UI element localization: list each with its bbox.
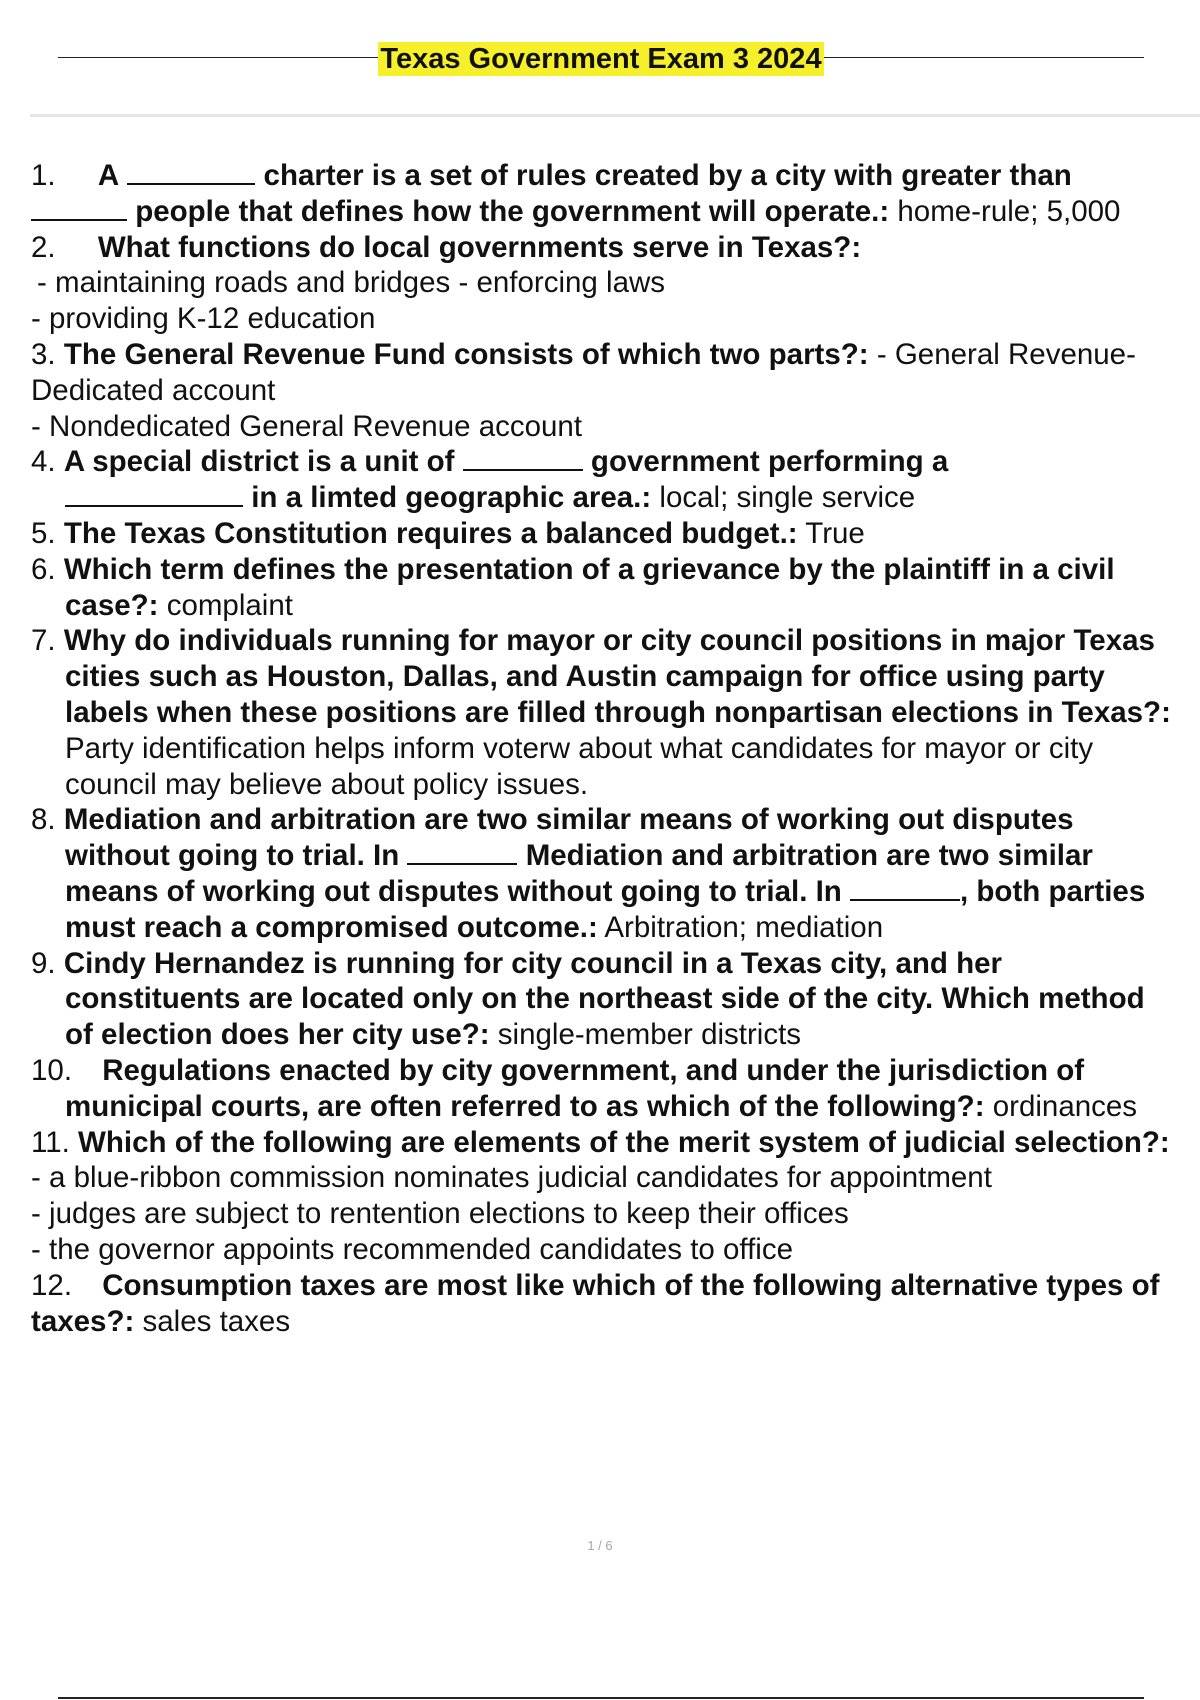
question-5: 5. The Texas Constitution requires a balanced budget.: True [31,516,865,550]
blank [850,877,960,901]
answer: ordinances [992,1089,1138,1123]
question-10: 10. Regulations enacted by city government, and under the jurisdiction of municipal courts, are often referred to as which of the following?: ordinances [31,1053,1138,1123]
answer: local; single service [659,481,916,515]
answer: - a blue-ribbon commission nominates judicial candidates for appointment [31,1161,992,1195]
question-11: 11. Which of the following are elements of the merit system of judicial selection?: - a blue-ribbon commission nominates judicial candidates for appointment - judges are subject to rentention elections to keep their offices - the governor appoints recommended candidates to office [31,1125,1179,1268]
question-7: 7. Why do individuals running for mayor or city council positions in major Texas cities such as Houston, Dallas, and Austin campaign for office using party labels when these positions are filled through nonpartisan elections in Texas?: Party identification helps inform voterw about what candidates for mayor or city council may believe about policy issues. [31,624,1171,801]
answer: Arbitration; mediation [604,910,884,944]
answer: - Nondedicated General Revenue account [31,409,583,443]
answer: single-member districts [497,1018,802,1052]
blank [31,197,127,221]
question-8: 8. Mediation and arbitration are two similar means of working out disputes without going to trial. In Mediation and arbitration are two similar means of working out disputes without going to trial. In , both parties must reach a compromised outcome.: Arbitration; mediation [31,803,1146,944]
question-2: 2. What functions do local governments serve in Texas?: - maintaining roads and bridges - enforcing laws - providing K-12 education [31,230,1179,337]
question-6: 6. Which term defines the presentation of a grievance by the plaintiff in a civil case?: complaint [31,552,1115,622]
question-4: 4. A special district is a unit of government performing a in a limted geographic area.: local; single service [31,445,949,515]
question-list [31,158,1179,1339]
answer: Party identification helps inform voterw about what candidates for mayor or city council may believe about policy issues. [65,731,1094,801]
answer: - General Revenue- Dedicated account [31,337,1136,407]
answer: home-rule; 5,000 [897,194,1121,228]
blank [463,447,583,471]
answer: - judges are subject to rentention elections to keep their offices [31,1197,849,1231]
blank [407,841,517,865]
answer: - maintaining roads and bridges - enforcing laws [37,266,666,300]
blank [65,483,243,507]
question-1: 1. A charter is a set of rules created by a city with greater than people that defines how the government will operate.: home-rule; 5,000 [31,159,1121,228]
answer: complaint [166,588,293,622]
answer: True [805,516,865,550]
question-12: 12. Consumption taxes are most like which of the following alternative types of taxes?: sales taxes [31,1268,1160,1338]
answer: sales taxes [142,1304,291,1338]
page-number: 1 / 6 [587,1538,613,1553]
answer: - providing K-12 education [31,302,376,336]
blank [127,161,255,185]
question-3: 3. The General Revenue Fund consists of which two parts?: - General Revenue- Dedicated account - Nondedicated General Revenue account [31,337,1179,444]
question-9: 9. Cindy Hernandez is running for city council in a Texas city, and her constituents are located only on the northeast side of the city. Which method of election does her city use?: single-member districts [31,946,1145,1052]
title-bar [58,44,1144,84]
separator [30,114,1200,117]
page-title: Texas Government Exam 3 2024 [380,43,822,75]
bottom-rule [58,1697,1144,1699]
answer: - the governor appoints recommended candidates to office [31,1232,794,1266]
